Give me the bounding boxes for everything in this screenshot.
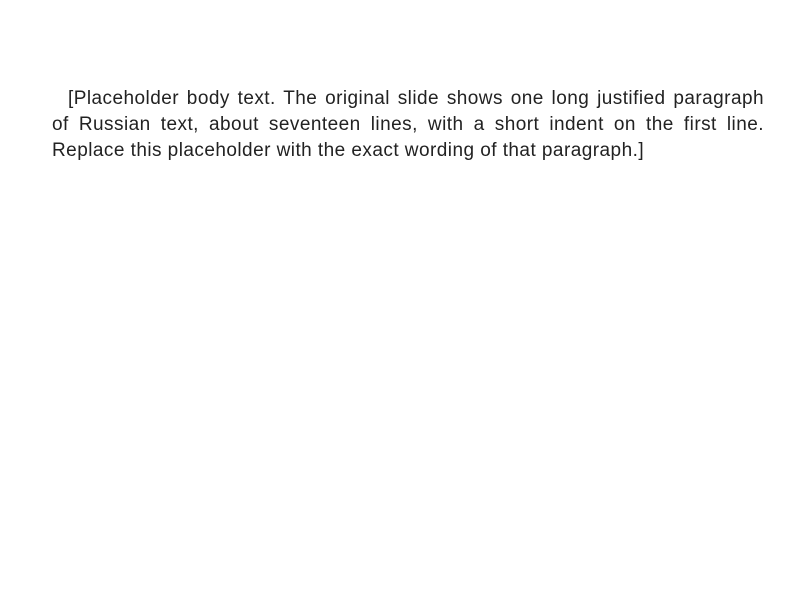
body-paragraph: [Placeholder body text. The original slide shows one long justified paragraph of Russian text, about seventeen lines, with a short indent on the first line. Replace this placeholder with the exact wording of that paragraph.] bbox=[52, 88, 764, 161]
